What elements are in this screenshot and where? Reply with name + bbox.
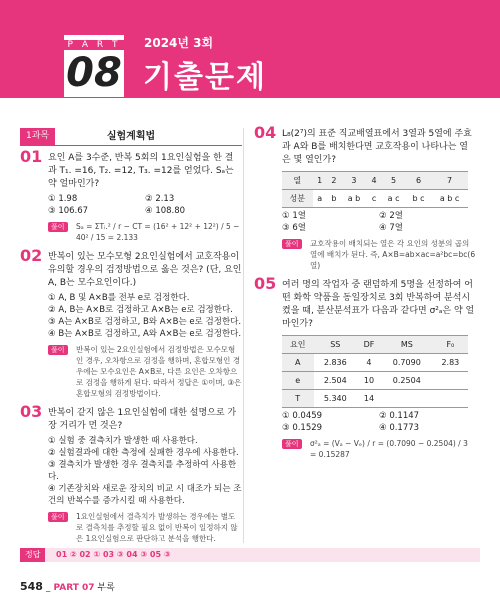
option-2[interactable]: ② 2열: [379, 211, 403, 221]
table-cell: 2.504: [314, 372, 358, 390]
year-round: 2024년 3회: [144, 36, 214, 50]
table-header-cell: MS: [381, 336, 433, 354]
table-cell: 5.340: [314, 390, 358, 408]
table-header-cell: 6: [406, 172, 431, 190]
question-options: [282, 210, 476, 234]
page-number: 548: [20, 580, 43, 593]
table-cell: 10: [357, 372, 381, 390]
option-4[interactable]: ④ B는 A×B로 검정하고, A와 A×B는 e로 검정한다.: [48, 329, 242, 339]
table-header-cell: 요인: [282, 336, 314, 354]
table-cell: 4: [357, 354, 381, 372]
question-03: [20, 402, 242, 544]
table-cell: 0.7090: [381, 354, 433, 372]
table-header-cell: 3: [341, 172, 367, 190]
explanation-text: Sₐ = ΣTᵢ.² / r − CT = (16² + 12² + 12²) / 5 − 40² / 15 = 2.133: [76, 222, 240, 242]
table-header-cell: DF: [357, 336, 381, 354]
subject-tag: 1과목: [20, 128, 55, 145]
explanation: [282, 238, 476, 271]
question-text: L₈(2⁷)의 표준 직교배열표에서 3열과 5열에 주효과 A와 B를 배치한다면 교호작용이 나타나는 열은 몇 열인가?: [282, 129, 472, 165]
orthogonal-array-table: [282, 171, 468, 208]
table-header-cell: F₀: [433, 336, 468, 354]
explanation-text: 반복이 있는 2요인실험에서 검정방법은 모수모형인 경우, 오차항으로 검정을 행하며, 혼합모형인 경우에는 모수요인은 A×B로, 다른 요인은 오차항으로 검정을 행하게 된다. 따라서 정답은 ①이며, ③은 혼합모형의 검정방법이다.: [76, 345, 242, 398]
part-label: P A R T: [64, 40, 124, 50]
table-cell: a c: [381, 190, 406, 208]
option-3[interactable]: ③ 0.1529: [282, 423, 323, 433]
option-1[interactable]: ① A, B 및 A×B를 전부 e로 검정한다.: [48, 293, 190, 303]
question-text: 반복이 같지 않은 1요인실험에 대한 설명으로 가장 거리가 먼 것은?: [48, 408, 237, 431]
page-title: 기출문제: [143, 60, 267, 95]
explanation-tag: 풀이: [48, 512, 68, 522]
explanation: [282, 438, 476, 460]
option-3[interactable]: ③ 106.67: [48, 206, 89, 216]
answer-tag: 정답: [20, 548, 45, 562]
table-header-cell: 열: [282, 172, 313, 190]
option-1[interactable]: ① 0.0459: [282, 411, 323, 421]
subject-name: 실험계획법: [106, 131, 156, 142]
table-cell: 2.83: [433, 354, 468, 372]
question-text: 여러 명의 작업자 중 랜덤하게 5명을 선정하여 어떤 화학 약품을 동일장치로 3회 반복하여 분석시켰을 때, 분산분석표가 다음과 같다면 σ²ₐ은 약 얼마인가?: [282, 280, 475, 329]
table-header-cell: 1: [313, 172, 327, 190]
table-cell: a: [313, 190, 327, 208]
footer-part: _ PART 07: [45, 583, 95, 593]
table-cell: b c: [406, 190, 431, 208]
option-3[interactable]: ③ 6열: [282, 223, 306, 233]
table-row: [282, 372, 468, 390]
explanation-tag: 풀이: [282, 439, 302, 449]
table-header-cell: 5: [381, 172, 406, 190]
table-cell: 0.2504: [381, 372, 433, 390]
question-02: [20, 246, 242, 399]
table-header-row: [282, 172, 468, 190]
question-01: [20, 147, 242, 243]
option-4[interactable]: ④ 7열: [379, 223, 403, 233]
option-4[interactable]: ④ 기존장치와 새로운 장치의 비교 시 대조가 되는 조건의 반복수를 증가시킬 때 사용한다.: [48, 484, 242, 506]
table-row: [282, 390, 468, 408]
option-2[interactable]: ② A, B는 A×B로 검정하고 A×B는 e로 검정한다.: [48, 305, 233, 315]
option-4[interactable]: ④ 108.80: [145, 206, 186, 216]
question-number: 04: [254, 123, 277, 142]
question-options: [282, 410, 476, 434]
left-column: [20, 128, 242, 552]
table-header-cell: SS: [314, 336, 358, 354]
question-text: 요인 A를 3수준, 반복 5회의 1요인실험을 한 결과 T₁. =16, T₂. =12, T₃. =12를 얻었다. Sₐ는 약 얼마인가?: [48, 153, 234, 189]
table-row-label: 성분: [282, 190, 313, 208]
footer-section: 부록: [97, 583, 115, 593]
table-cell: [433, 390, 468, 408]
explanation: [48, 511, 242, 544]
explanation-text: 1요인실험에서 결측치가 발생하는 경우에는 별도로 결측치를 추정할 필요 없이 반복이 일정하지 않은 1요인실험으로 판단하고 분석을 행한다.: [76, 512, 238, 543]
question-options: [48, 193, 242, 217]
anova-table: [282, 335, 468, 408]
question-options: [48, 292, 242, 340]
explanation-tag: 풀이: [48, 345, 68, 355]
table-cell: 2.836: [314, 354, 358, 372]
option-1[interactable]: ① 실험 중 결측치가 발생한 때 사용한다.: [48, 436, 198, 446]
right-column: [254, 123, 476, 468]
table-header-cell: 2: [327, 172, 341, 190]
explanation-tag: 풀이: [48, 222, 68, 232]
option-2[interactable]: ② 0.1147: [379, 411, 420, 421]
option-2[interactable]: ② 2.13: [145, 194, 175, 204]
table-cell: 14: [357, 390, 381, 408]
column-divider: [243, 128, 244, 543]
table-row: [282, 190, 468, 208]
explanation: [48, 344, 242, 399]
table-header-row: [282, 336, 468, 354]
table-row: [282, 354, 468, 372]
question-options: [48, 435, 242, 507]
question-04: [254, 123, 476, 271]
table-cell: c: [367, 190, 381, 208]
table-cell: a b c: [431, 190, 468, 208]
page-footer: [20, 580, 115, 593]
table-cell: A: [282, 354, 314, 372]
table-header-cell: 7: [431, 172, 468, 190]
answer-bar: [20, 548, 480, 562]
table-cell: b: [327, 190, 341, 208]
table-cell: [381, 390, 433, 408]
option-1[interactable]: ① 1열: [282, 211, 306, 221]
option-4[interactable]: ④ 0.1773: [379, 423, 420, 433]
table-cell: T: [282, 390, 314, 408]
subject-bar: [20, 128, 242, 146]
option-3[interactable]: ③ A는 A×B로 검정하고, B와 A×B는 e로 검정한다.: [48, 317, 242, 327]
option-2[interactable]: ② 실험결과에 대한 측정에 실패한 경우에 사용한다.: [48, 448, 239, 458]
explanation-text: σ²ₐ = (Vₐ − Vₑ) / r = (0.7090 − 0.2504) / 3 = 0.15287: [310, 439, 468, 459]
table-cell: e: [282, 372, 314, 390]
table-header-cell: 4: [367, 172, 381, 190]
table-cell: [433, 372, 468, 390]
question-05: [254, 274, 476, 460]
question-number: 01: [20, 147, 43, 166]
question-number: 05: [254, 274, 277, 293]
option-1[interactable]: ① 1.98: [48, 194, 78, 204]
explanation: [48, 221, 242, 243]
question-number: 02: [20, 246, 43, 265]
answer-text: 01 ② 02 ① 03 ③ 04 ③ 05 ③: [56, 550, 171, 559]
option-3[interactable]: ③ 결측치가 발생한 경우 결측치를 추정하여 사용한다.: [48, 460, 237, 482]
question-text: 반복이 있는 모수모형 2요인실험에서 교호작용이 유의할 경우의 검정방법으로 옳은 것은? (단, 요인 A, B는 모수요인이다.): [48, 252, 242, 288]
table-cell: a b: [341, 190, 367, 208]
question-number: 03: [20, 402, 43, 421]
explanation-text: 교호작용이 배치되는 열은 각 요인의 성분의 곱의 열에 배치가 된다. 즉, A×B=ab×ac=a²bc=bc(6열): [310, 239, 476, 270]
part-number: 08: [66, 50, 122, 96]
explanation-tag: 풀이: [282, 239, 302, 249]
